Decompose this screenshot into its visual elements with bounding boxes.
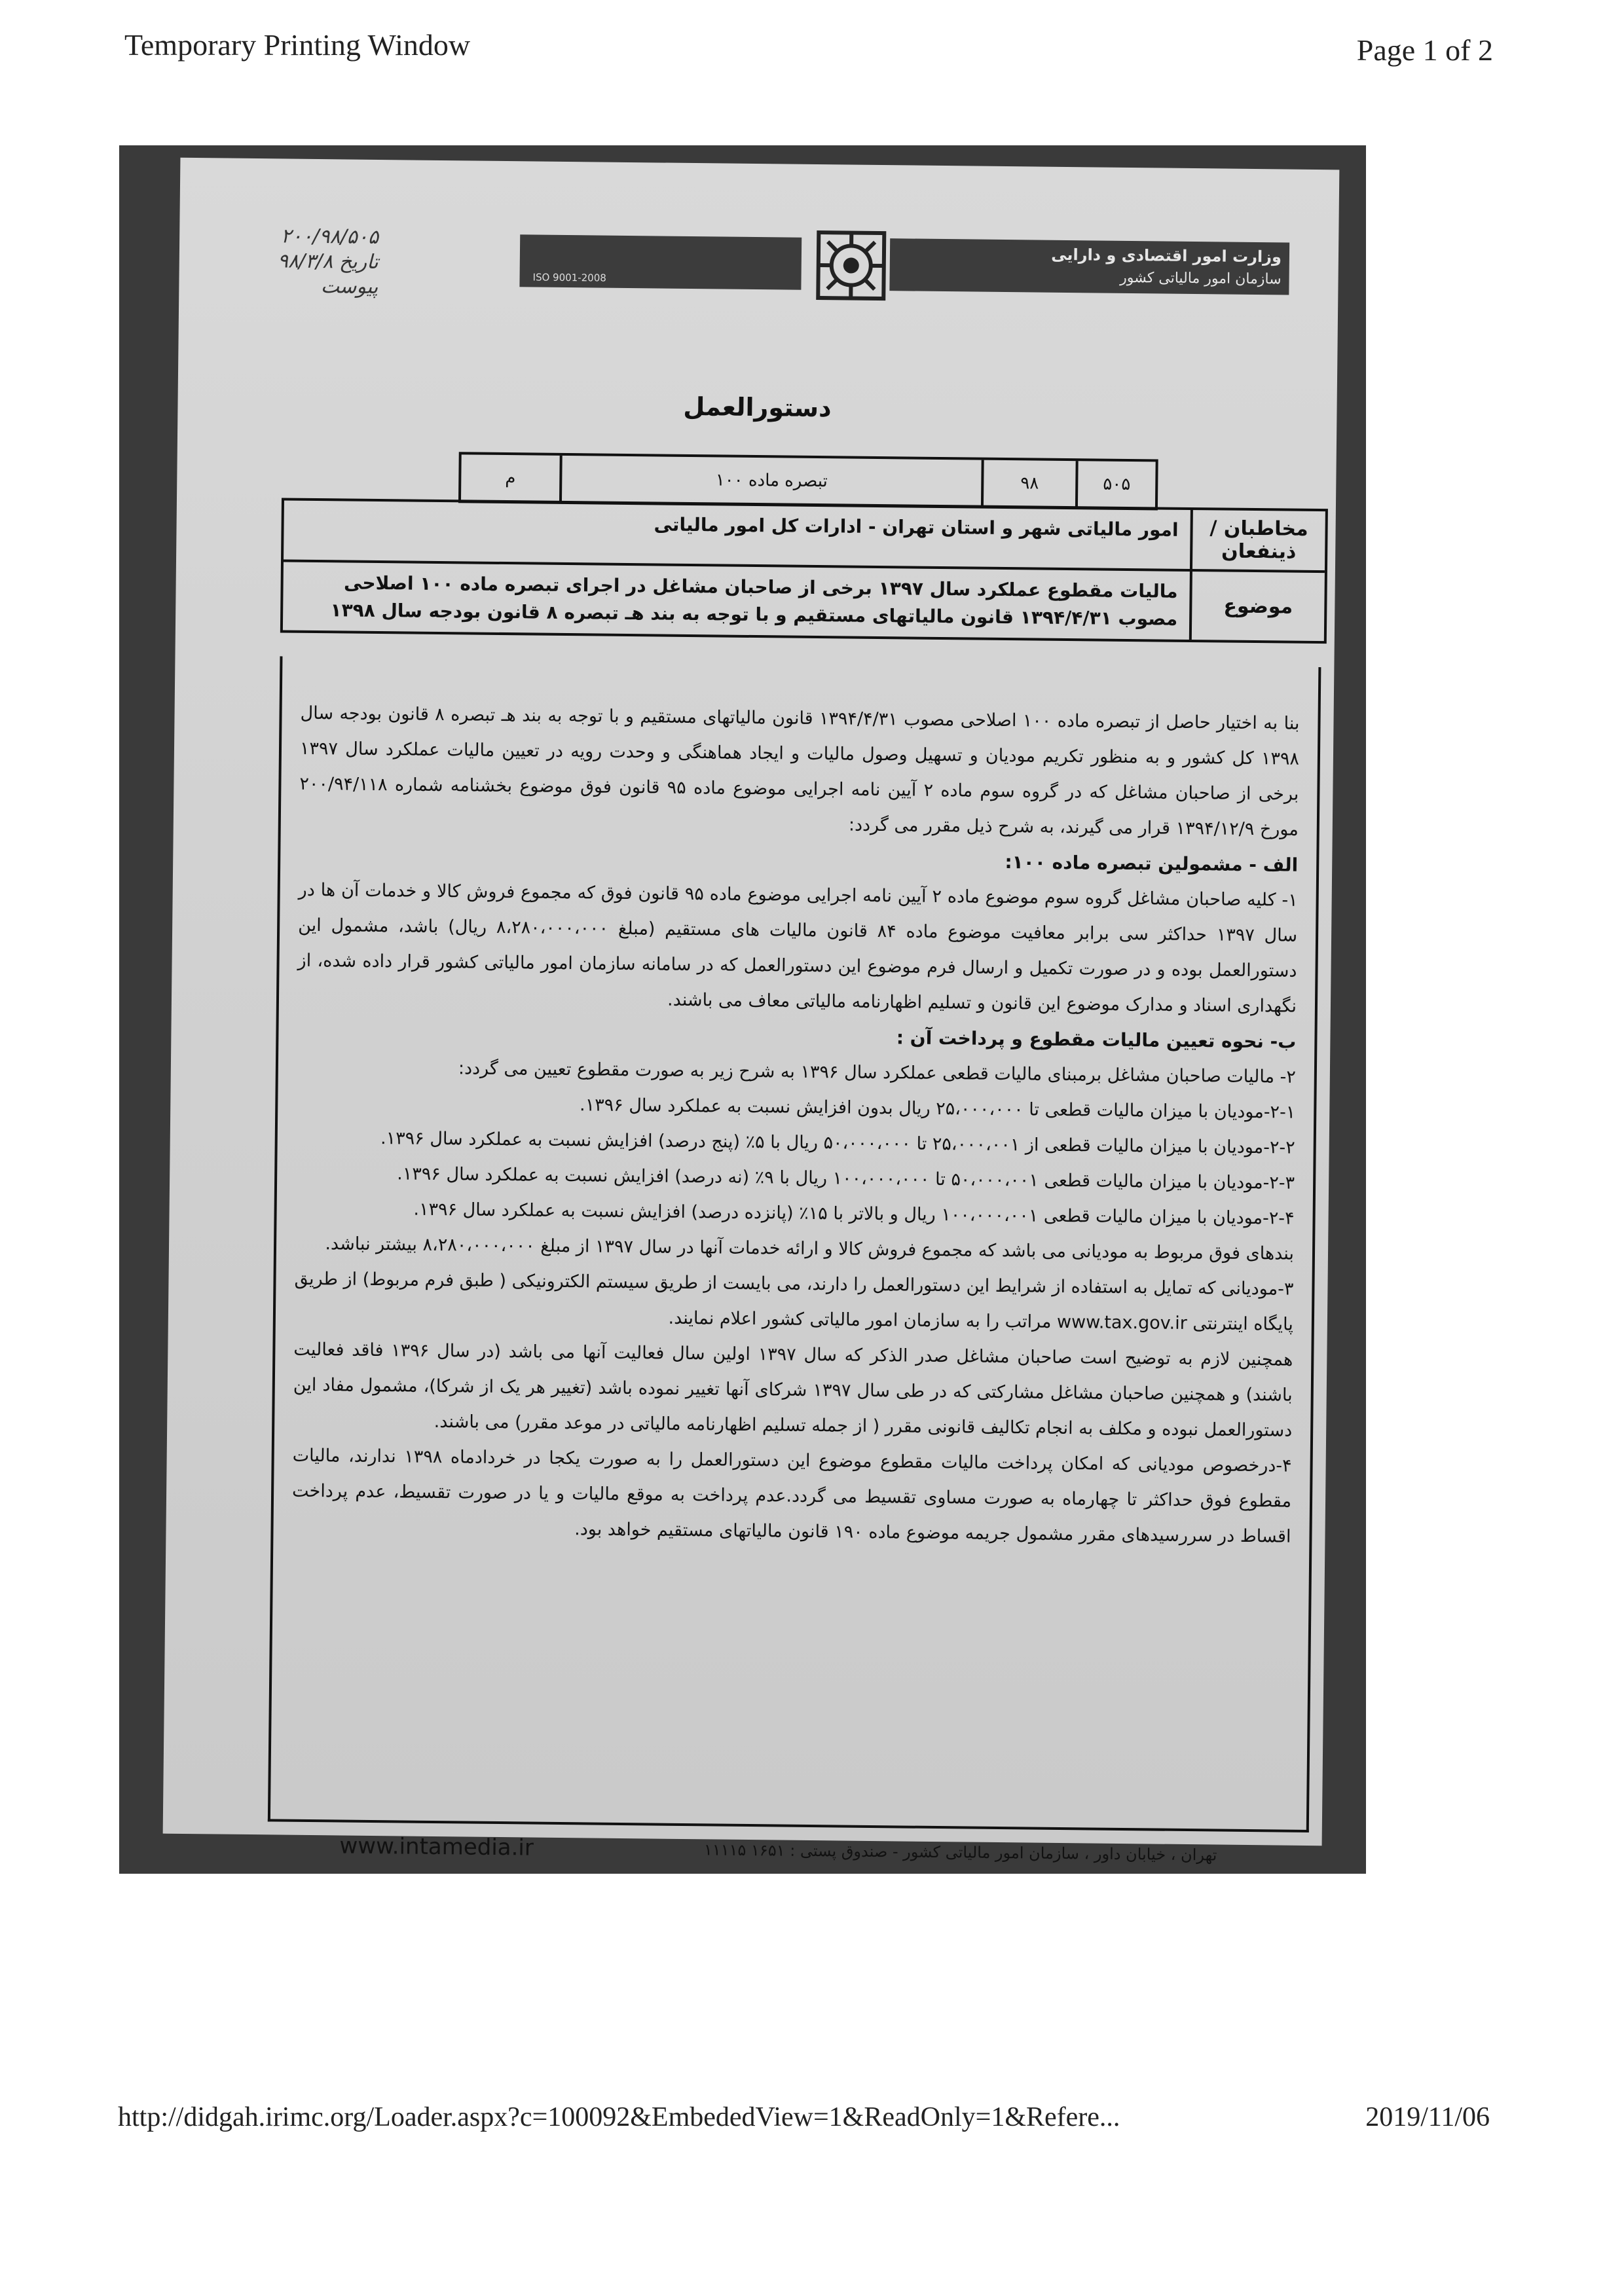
document-body: [268, 656, 1321, 1832]
ministry-name: وزارت امور اقتصادی و دارایی: [1051, 245, 1282, 266]
letterhead-left-bar: [519, 234, 802, 289]
clause-2-note: بندهای فوق مربوط به مودیانی می باشد که مجموع فروش کالا و ارائه خدمات آنها در سال ۱۳۹۷ از مبلغ ۸،۲۸۰،۰۰۰،۰۰۰ بیشتر نباشد.: [325, 1233, 1295, 1264]
footer-website: www.intamedia.ir: [339, 1832, 534, 1861]
organization-name: سازمان امور مالیاتی کشور: [1120, 269, 1282, 288]
ref-series: م: [461, 454, 563, 501]
clause-4: ۴-درخصوص مودیانی که امکان پرداخت مالیات مقطوع موضوع این دستورالعمل را به صورت یکجا در خردادماه ۱۳۹۸ ندارند، مالیات مقطوع فوق حداکثر تا چهارماه به صورت مساوی تقسیط می گردد.عدم پرداخت به موقع مالیات و یا در صورت تقسیط، عدم پرداخت اقساط در سررسیدهای مقرر مشمول جریمه موضوع ماده ۱۹۰ قانون مالیاتهای مستقیم خواهد بود.: [291, 1445, 1292, 1547]
subject-label: موضوع: [1189, 572, 1325, 641]
ref-year: ۹۸: [984, 460, 1079, 507]
print-window-title: Temporary Printing Window: [124, 28, 471, 62]
subject-value: مالیات مقطوع عملکرد سال ۱۳۹۷ برخی از صاحبان مشاغل در اجرای تبصره ماده ۱۰۰ اصلاحی مصوب ۱۳۹۴/۴/۳۱ قانون مالیاتهای مستقیم و با توجه به بند هـ تبصره ۸ قانون بودجه سال ۱۳۹۸: [330, 572, 1178, 630]
date-label: تاریخ: [339, 250, 378, 274]
clause-3-note: همچنین لازم به توضیح است صاحبان مشاغل صدر الذکر که سال ۱۳۹۷ اولین سال فعالیت آنها می باشد (در سال ۱۳۹۶ فاقد فعالیت باشند) و همچنین صاحبان مشاغل مشارکتی که در طی سال ۱۳۹۷ شرکای آنها تغییر نموده باشد (تغییر هر یک از شرکا)، مشمول مفاد این دستورالعمل نبوده و مکلف به انجام تکالیف قانونی مقرر ( از جمله تسلیم اظهارنامه مالیاتی در موعد مقرر) می باشند.: [293, 1339, 1293, 1441]
attachment-label: پیوست: [320, 275, 378, 299]
subject-row: [283, 562, 1325, 641]
header-table: [280, 498, 1328, 644]
ref-number: ۵۰۵: [1103, 474, 1131, 495]
sheet-footer: [267, 1827, 1309, 1874]
letter-date: ۹۸/۳/۸: [277, 249, 333, 274]
letter-number: ۲۰۰/۹۸/۵۰۵: [280, 225, 379, 249]
clause-3: ۳-مودیانی که تمایل به استفاده از شرایط این دستورالعمل را دارند، می بایست از طریق سیستم الکترونیکی ( طبق فرم مربوط) از طریق پایگاه اینترنتی www.tax.gov.ir مراتب را به سازمان امور مالیاتی کشور اعلام نمایند.: [294, 1268, 1294, 1335]
audience-value: امور مالیاتی شهر و استان تهران - ادارات کل امور مالیاتی: [654, 513, 1179, 541]
page-indicator: Page 1 of 2: [1356, 33, 1493, 67]
section-heading-b: ب- نحوه تعیین مالیات مقطوع و پرداخت آن :: [896, 1027, 1297, 1053]
intro-paragraph: بنا به اختیار حاصل از تبصره ماده ۱۰۰ اصلاحی مصوب ۱۳۹۴/۴/۳۱ قانون مالیاتهای مستقیم و با توجه به بند هـ تبصره ۸ قانون بودجه سال ۱۳۹۸ کل کشور و به منظور تکریم مودیان و تسهیل وصول مالیات و ایجاد هماهنگی و وحدت رویه در تعیین مالیات عملکرد سال ۱۳۹۷ برخی از صاحبان مشاغل که در گروه سوم ماده ۲ آیین نامه اجرایی موضوع ماده ۹۵ قانون فوق موضوع بخشنامه شماره ۲۰۰/۹۴/۱۱۸ مورخ ۱۳۹۴/۱۲/۹ قرار می گیرند، به شرح ذیل مقرر می گردد:: [299, 702, 1300, 840]
iso-label: ISO 9001-2008: [532, 271, 606, 284]
letterhead-right-bar: [889, 238, 1289, 295]
audience-row: [284, 500, 1325, 573]
clause-2-2: ۲-۲-مودیان با میزان مالیات قطعی از ۲۵،۰۰۰،۰۰۱ تا ۵۰،۰۰۰،۰۰۰ ریال با ۵٪ (پنج درصد) افزایش نسبت به عملکرد سال ۱۳۹۶.: [380, 1128, 1295, 1158]
ref-subject: تبصره ماده ۱۰۰: [562, 456, 984, 506]
print-date: 2019/11/06: [1365, 2102, 1490, 2132]
organization-emblem-icon: [815, 230, 887, 301]
clause-1: ۱- کلیه صاحبان مشاغل گروه سوم موضوع ماده ۲ آیین نامه اجرایی موضوع ماده ۹۵ قانون فوق که مجموع فروش کالا و خدمات آن ها در سال ۱۳۹۷ حداکثر سی برابر معافیت موضوع ماده ۸۴ قانون مالیات های مستقیم (مبلغ ۸،۲۸۰،۰۰۰،۰۰۰ ریال) باشد، مشمول این دستورالعمل بوده و در صورت تکمیل و ارسال فرم موضوع این دستورالعمل که در سامانه سازمان امور مالیاتی کشور قرار داده شده، از نگهداری اسناد و مدارک موضوع این قانون و تسلیم اظهارنامه مالیاتی معاف می باشند.: [297, 879, 1298, 1017]
clause-2-1: ۲-۱-مودیان با میزان مالیات قطعی تا ۲۵،۰۰۰،۰۰۰ ریال بدون افزایش نسبت به عملکرد سال ۱۳۹۶.: [579, 1095, 1296, 1123]
clause-2: ۲- مالیات صاحبان مشاغل برمبنای مالیات قطعی عملکرد سال ۱۳۹۶ به شرح زیر به صورت مقطوع تعیین می گردد:: [458, 1058, 1297, 1087]
clause-2-4: ۲-۴-مودیان با میزان مالیات قطعی ۱۰۰،۰۰۰،۰۰۱ ریال و بالاتر با ۱۵٪ (پانزده درصد) افزایش نسبت به عملکرد سال ۱۳۹۶.: [413, 1199, 1295, 1229]
source-url: http://didgah.irimc.org/Loader.aspx?c=100092&EmbededView=1&ReadOnly=1&Refere...: [118, 2102, 1120, 2132]
section-heading-a: الف - مشمولین تبصره ماده ۱۰۰:: [1005, 851, 1299, 876]
document-title: دستورالعمل: [683, 392, 832, 423]
document-sheet: [163, 158, 1340, 1865]
footer-address: تهران ، خیابان داور ، سازمان امور مالیاتی کشور - صندوق پستی : ۱۶۵۱ ۱۱۱۱۵: [703, 1840, 1217, 1865]
handwritten-annotation: [277, 224, 378, 300]
clause-2-3: ۲-۳-مودیان با میزان مالیات قطعی ۵۰،۰۰۰،۰۰۱ تا ۱۰۰،۰۰۰،۰۰۰ ریال با ۹٪ (نه درصد) افزایش نسبت به عملکرد سال ۱۳۹۶.: [397, 1163, 1295, 1194]
scanned-photo: [119, 145, 1366, 1874]
audience-label: مخاطبان / ذینفعان: [1190, 510, 1325, 570]
